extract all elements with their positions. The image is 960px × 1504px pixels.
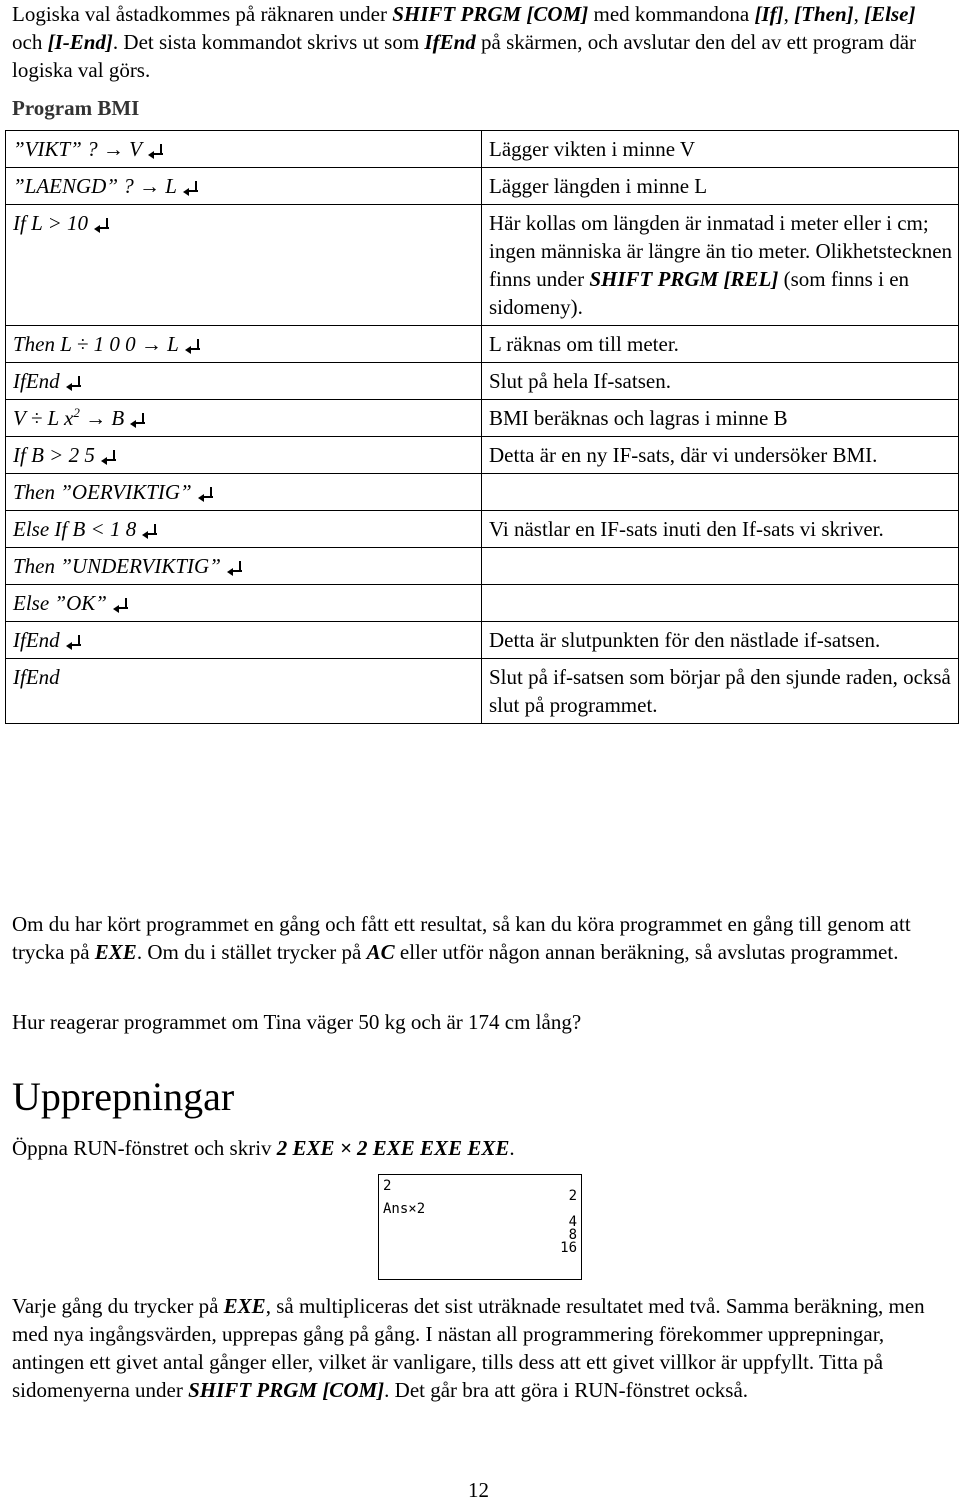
calc-input-line: Ans×2 xyxy=(383,1201,426,1217)
key-ac: AC xyxy=(366,940,395,964)
table-row xyxy=(6,400,959,437)
key-exe: EXE xyxy=(94,940,137,964)
table-row xyxy=(6,548,959,585)
paragraph-rerun: Om du har kört programmet en gång och fått ett resultat, så kan du köra programmet en gång till genom att trycka på EXE. Om du i stället trycker på AC eller utför någon annan beräkning, så avslutas programmet. xyxy=(12,912,911,964)
return-arrow-icon xyxy=(185,339,201,351)
desc-cell xyxy=(482,585,959,622)
table-row xyxy=(6,474,959,511)
desc-cell: BMI beräknas och lagras i minne B xyxy=(482,400,959,437)
desc-cell: Här kollas om längden är inmatad i meter eller i cm; ingen människa är längre än tio meter. Olikhetstecknen finns under SHIFT PRGM [REL] (som finns i en sidomeny). xyxy=(482,205,959,326)
desc-cell: Detta är en ny IF-sats, där vi undersöker BMI. xyxy=(482,437,959,474)
table-row xyxy=(6,168,959,205)
paragraph-instruction: Öppna RUN-fönstret och skriv 2 EXE × 2 EXE EXE EXE. xyxy=(12,1136,515,1160)
key-sequence: 2 EXE × 2 EXE EXE EXE xyxy=(276,1136,510,1160)
intro-text: , xyxy=(853,2,865,26)
desc-cell: Lägger vikten i minne V xyxy=(482,131,959,168)
intro-text: Logiska val åstadkommes på räknaren under xyxy=(12,2,393,26)
return-arrow-icon xyxy=(101,450,117,462)
paragraph-repetition: Varje gång du trycker på EXE, så multipliceras det sist uträknade resultatet med två. Samma beräkning, men med nya ingångsvärden, upprepas gång på gång. I nästan all programmering förekommer upprepningar, antingen ett givet antal gånger eller, vilket är vanligare, tills dess att ett givet villkor är uppfyllt. Titta på sidomenyerna under SHIFT PRGM [COM]. Det går bra att göra i RUN-fönstret också. xyxy=(12,1294,925,1402)
intro-text: . Det sista kommandot skrivs ut som xyxy=(112,30,425,54)
calc-result: 8 xyxy=(568,1227,577,1243)
intro-key-i-end: [I-End] xyxy=(47,30,113,54)
code-cell: Then ”UNDERVIKTIG” xyxy=(6,548,482,585)
page-number: 12 xyxy=(468,1478,489,1502)
calc-input-line: 2 xyxy=(383,1178,392,1194)
desc-cell: Vi nästlar en IF-sats inuti den If-sats vi skriver. xyxy=(482,511,959,548)
return-arrow-icon xyxy=(113,598,129,610)
desc-cell: Detta är slutpunkten för den nästlade if-satsen. xyxy=(482,622,959,659)
return-arrow-icon xyxy=(148,144,164,156)
key-shift-prgm-com: SHIFT PRGM [COM] xyxy=(188,1378,385,1402)
code-cell: ”VIKT” ? → V xyxy=(6,131,482,168)
table-row xyxy=(6,326,959,363)
return-arrow-icon xyxy=(183,181,199,193)
table-row xyxy=(6,622,959,659)
code-cell: ”LAENGD” ? → L xyxy=(6,168,482,205)
desc-cell: Lägger längden i minne L xyxy=(482,168,959,205)
intro-key-shift-prgm-com: SHIFT PRGM [COM] xyxy=(392,2,589,26)
intro-key-then: [Then] xyxy=(794,2,854,26)
return-arrow-icon xyxy=(198,487,214,499)
program-title: Program BMI xyxy=(12,96,140,120)
table-row xyxy=(6,659,959,724)
desc-cell: L räknas om till meter. xyxy=(482,326,959,363)
table-row xyxy=(6,511,959,548)
code-cell: Then ”OERVIKTIG” xyxy=(6,474,482,511)
intro-text: med kommandona xyxy=(588,2,755,26)
table-row xyxy=(6,131,959,168)
table-row xyxy=(6,437,959,474)
desc-key-shift-prgm-rel: SHIFT PRGM [REL] xyxy=(589,267,779,291)
intro-key-if: [If] xyxy=(754,2,784,26)
table-row xyxy=(6,205,959,326)
intro-key-else: [Else] xyxy=(864,2,916,26)
desc-cell: Slut på hela If-satsen. xyxy=(482,363,959,400)
key-exe: EXE xyxy=(223,1294,266,1318)
intro-key-ifend: IfEnd xyxy=(424,30,476,54)
section-heading: Upprepningar xyxy=(12,1074,235,1119)
return-arrow-icon xyxy=(66,635,82,647)
intro-text: , xyxy=(783,2,795,26)
table-row xyxy=(6,363,959,400)
code-cell: If L > 10 xyxy=(6,205,482,326)
table-row xyxy=(6,585,959,622)
calculator-screen xyxy=(378,1174,582,1280)
desc-cell xyxy=(482,548,959,585)
intro-text: på skärmen, och avslutar den del av ett program där logiska val görs. xyxy=(12,30,917,82)
code-cell: IfEnd xyxy=(6,659,482,724)
intro-text: och xyxy=(12,30,48,54)
code-cell: Then L ÷ 1 0 0 → L xyxy=(6,326,482,363)
code-cell: Else ”OK” xyxy=(6,585,482,622)
code-cell: If B > 2 5 xyxy=(6,437,482,474)
return-arrow-icon xyxy=(227,561,243,573)
paragraph-question: Hur reagerar programmet om Tina väger 50 kg och är 174 cm lång? xyxy=(12,1010,582,1034)
code-cell: IfEnd xyxy=(6,622,482,659)
calc-result: 4 xyxy=(568,1214,577,1230)
code-cell: Else If B < 1 8 xyxy=(6,511,482,548)
calc-result: 2 xyxy=(568,1188,577,1204)
program-table xyxy=(5,130,959,724)
return-arrow-icon xyxy=(66,376,82,388)
return-arrow-icon xyxy=(94,218,110,230)
return-arrow-icon xyxy=(142,524,158,536)
code-cell: IfEnd xyxy=(6,363,482,400)
return-arrow-icon xyxy=(130,413,146,425)
code-cell: V ÷ L $x^2 \to B$ xyxy=(6,400,482,437)
desc-cell xyxy=(482,474,959,511)
intro-paragraph xyxy=(12,0,942,84)
calc-result: 16 xyxy=(560,1240,577,1256)
desc-cell: Slut på if-satsen som börjar på den sjunde raden, också slut på programmet. xyxy=(482,659,959,724)
